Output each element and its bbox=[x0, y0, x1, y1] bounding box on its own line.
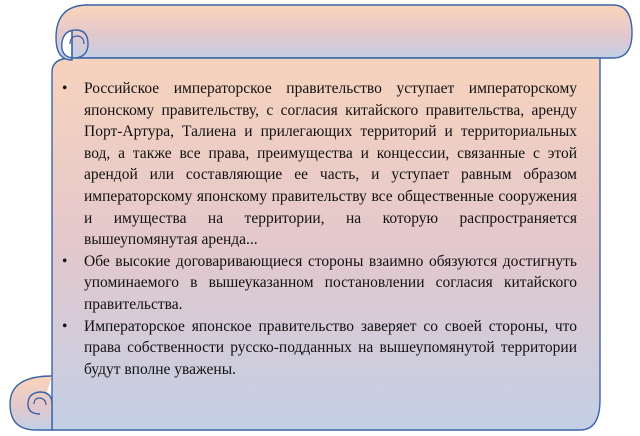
bullet-text: Российское императорское правительство уступает императорскому японскому правительству, с согласия китайского правительства, аренду Порт-Артура, Талиена и прилегающих территорий и территориальных вод, а также все права, преимущества и концессии, связанные с этой арендой или составляющие ее часть, и уступает равным образом императорскому японскому правительству все общественные сооружения и имущества на территории, на которую распространяется вышеупомянутая аренда... bbox=[84, 80, 577, 249]
scroll-text bbox=[60, 78, 577, 380]
bullet-text: Императорское японское правительство заверяет со своей стороны, что права собственности русско-подданных на вышеупомянутой территории будут вполне уважены. bbox=[84, 317, 577, 378]
bullet-item bbox=[60, 251, 577, 316]
bullet-item bbox=[60, 78, 577, 251]
bullet-marker: • bbox=[62, 80, 68, 97]
bullet-item bbox=[60, 316, 577, 381]
bullet-text: Обе высокие договаривающиеся стороны взаимно обязуются достигнуть упоминаемого в вышеуказанном постановлении согласия китайского правительства. bbox=[84, 252, 577, 313]
bullet-marker: • bbox=[62, 252, 68, 270]
scroll-top-roll bbox=[72, 5, 632, 58]
bullet-marker: • bbox=[62, 317, 68, 335]
bullet-list bbox=[60, 78, 577, 380]
